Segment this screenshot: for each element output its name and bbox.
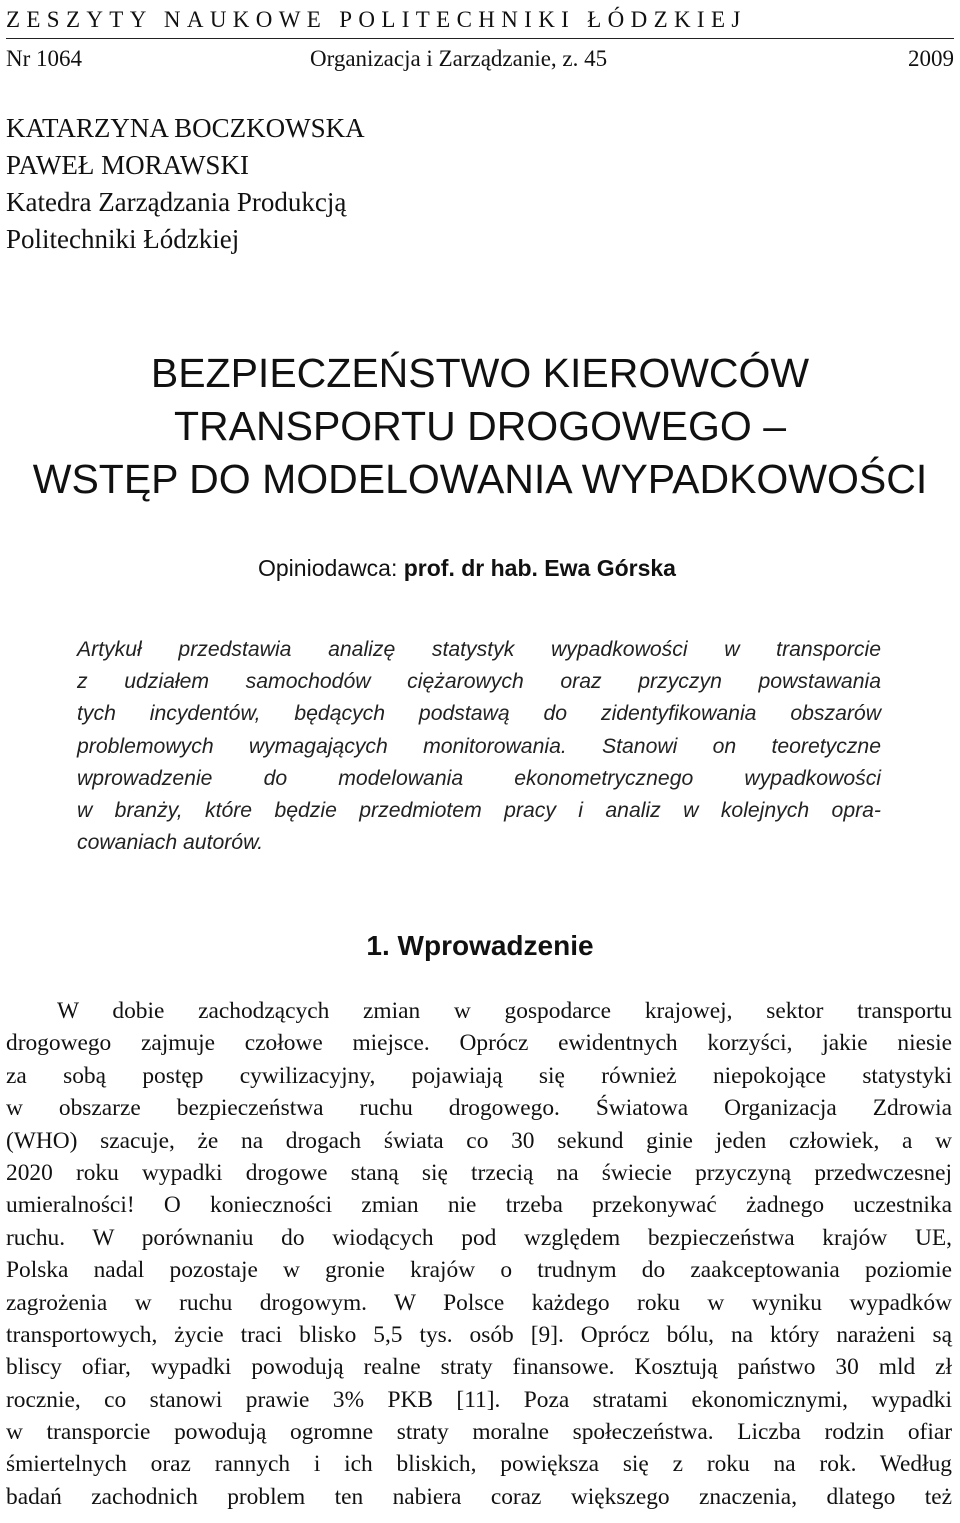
body-text [6,995,952,1513]
body-line: (WHO) szacuje, że na drogach świata co 30 sekund ginie jeden człowiek, a w [6,1127,952,1154]
body-line: bliscy ofiar, wypadki powodują realne straty finansowe. Kosztują państwo 30 mld zł [6,1354,952,1381]
author-name: KATARZYNA BOCZKOWSKA [6,113,365,143]
header-rule [6,38,954,39]
title-line: WSTĘP DO MODELOWANIA WYPADKOWOŚCI [32,456,928,502]
abstract-line: wprowadzenie do modelowania ekonometrycznego wypadkowości [77,766,881,790]
section-heading: 1. Wprowadzenie [366,930,594,961]
reviewer-line [258,553,676,583]
body-line: badań zachodnich problem ten nabiera coraz większego znaczenia, dlatego też [6,1483,952,1510]
abstract-line: problemowych wymagających monitorowania. Stanowi on teoretyczne [77,734,881,758]
body-line: rocznie, co stanowi prawie 3% PKB [11]. Poza stratami ekonomicznymi, wypadki [6,1386,952,1413]
body-line: w obszarze bezpieczeństwa ruchu drogowego. Światowa Organizacja Zdrowia [6,1095,952,1122]
article-title [0,347,960,506]
abstract-line: tych incydentów, będących podstawą do zidentyfikowania obszarów [77,702,881,726]
issue-line [6,44,954,74]
body-line: transportowych, życie traci blisko 5,5 tys. osób [9]. Oprócz bólu, na który narażeni są [6,1321,952,1348]
author-block [6,110,365,258]
affiliation: Politechniki Łódzkiej [6,224,240,254]
body-line: za sobą postęp cywilizacyjny, pojawiają się również niepokojące statystyki [6,1062,952,1089]
abstract [77,634,881,859]
reviewer-label: Opiniodawca: [258,555,404,581]
body-line: śmiertelnych oraz rannych i ich bliskich, powiększa się z roku na rok. Według [6,1451,952,1478]
issue-year: 2009 [908,46,954,71]
abstract-line: z udziałem samochodów ciężarowych oraz przyczyn powstawania [77,670,881,694]
abstract-line: w branży, które będzie przedmiotem pracy i analiz w kolejnych opra- [77,798,881,822]
series-name: Organizacja i Zarządzanie, z. 45 [310,46,608,71]
body-line: drogowego zajmuje czołowe miejsce. Oprócz ewidentnych korzyści, jakie niesie [6,1030,952,1057]
body-line: W dobie zachodzących zmian w gospodarce krajowej, sektor transportu [57,998,952,1024]
title-line: TRANSPORTU DROGOWEGO – [173,403,787,449]
body-line: ruchu. W porównaniu do wiodących pod względem bezpieczeństwa krajów UE, [6,1224,952,1251]
abstract-line: Artykuł przedstawia analizę statystyk wypadkowości w transporcie [77,638,881,661]
body-line: zagrożenia w ruchu drogowym. W Polsce każdego roku w wyniku wypadków [6,1289,952,1316]
abstract-line: cowaniach autorów. [77,831,264,855]
journal-name: ZESZYTY NAUKOWE POLITECHNIKI ŁÓDZKIEJ [6,7,747,32]
issue-number: Nr 1064 [6,46,83,71]
reviewer-name: prof. dr hab. Ewa Górska [403,555,676,581]
body-line: 2020 roku wypadki drogowe staną się trzecią na świecie przyczyną przedwczesnej [6,1159,952,1186]
body-line: Polska nadal pozostaje w gronie krajów o trudnym do zaakceptowania poziomie [6,1257,952,1284]
affiliation: Katedra Zarządzania Produkcją [6,187,347,217]
body-line: w transporcie powodują ogromne straty moralne społeczeństwa. Liczba rodzin ofiar [6,1419,952,1446]
title-line: BEZPIECZEŃSTWO KIEROWCÓW [150,350,810,396]
body-line: umieralności! O konieczności zmian nie trzeba przekonywać żadnego uczestnika [6,1192,952,1219]
author-name: PAWEŁ MORAWSKI [6,150,249,180]
